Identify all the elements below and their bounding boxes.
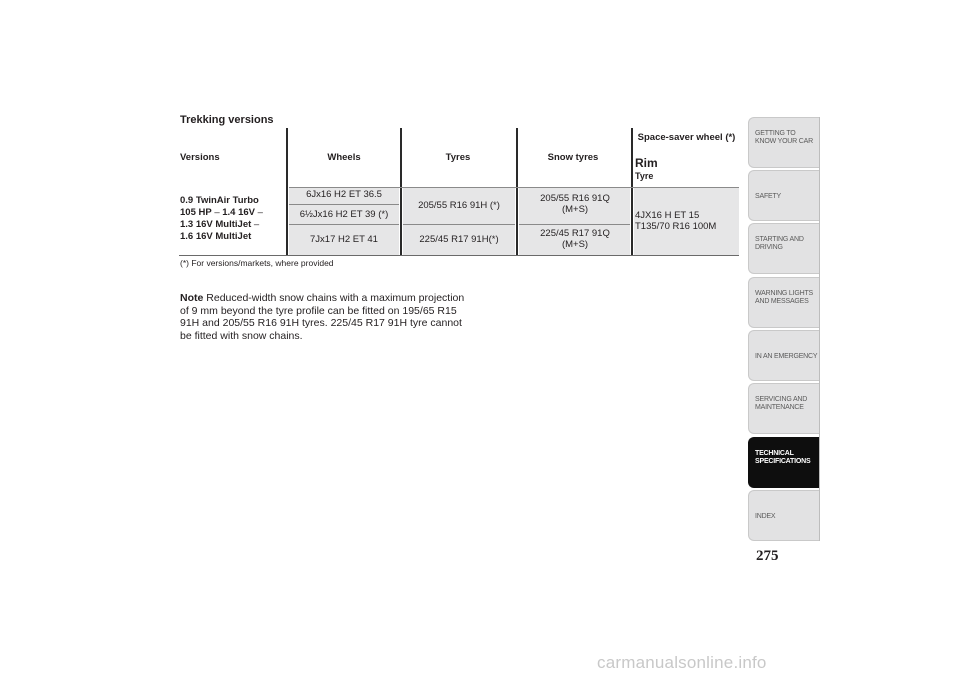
versions-line bbox=[180, 195, 263, 207]
header-wheels: Wheels bbox=[327, 152, 361, 163]
column-separator bbox=[631, 128, 633, 256]
header-tyre: Tyre bbox=[635, 171, 654, 181]
tab-label: STARTING AND DRIVING bbox=[755, 236, 804, 251]
tab-safety[interactable] bbox=[748, 170, 819, 221]
versions-line bbox=[180, 207, 263, 219]
wheel-value: 6½Jx16 H2 ET 39 (*) bbox=[299, 209, 389, 220]
tab-label: SERVICING AND MAINTENANCE bbox=[755, 396, 808, 411]
tabs-edge-rule bbox=[819, 117, 820, 541]
footnote: (*) For versions/markets, where provided bbox=[180, 258, 334, 268]
header-rim: Rim bbox=[635, 156, 658, 170]
section-title: Trekking versions bbox=[180, 114, 274, 126]
version-bold: 105 HP bbox=[180, 207, 212, 218]
row-rule bbox=[289, 224, 399, 225]
header-spacesaver: Space-saver wheel (*) bbox=[637, 132, 736, 143]
tab-label: IN AN EMERGENCY bbox=[755, 353, 818, 360]
tab-servicing[interactable] bbox=[748, 383, 819, 434]
snow-tyre-value: 205/55 R16 91Q (M+S) bbox=[540, 193, 610, 215]
row-rule bbox=[519, 224, 630, 225]
tab-label: WARNING LIGHTS AND MESSAGES bbox=[755, 290, 813, 305]
tab-emergency[interactable] bbox=[748, 330, 819, 381]
spacesaver-rim-value: 4JX16 H ET 15 bbox=[635, 210, 700, 221]
column-separator bbox=[400, 128, 402, 256]
row-rule bbox=[289, 204, 399, 205]
tyre-value: 225/45 R17 91H(*) bbox=[419, 234, 499, 245]
tab-label: INDEX bbox=[755, 513, 776, 520]
version-sep: – bbox=[255, 207, 263, 218]
version-bold: 1.6 16V MultiJet bbox=[180, 231, 252, 242]
note-text: Reduced-width snow chains with a maximum projection of 9 mm beyond the tyre profile can be fitted on 195/65 R15 91H and 205/55 R16 91H tyres. 225/45 R17 91H tyre cannot be fitted with snow chains. bbox=[180, 292, 465, 342]
versions-line bbox=[180, 231, 263, 243]
page-number: 275 bbox=[756, 548, 779, 564]
specs-table bbox=[179, 128, 739, 256]
tab-technical-specs[interactable] bbox=[748, 437, 819, 488]
version-bold: 1.3 16V MultiJet bbox=[180, 219, 252, 230]
tab-starting-driving[interactable] bbox=[748, 223, 819, 274]
tab-label: SAFETY bbox=[755, 193, 782, 200]
table-bottom-rule bbox=[179, 255, 739, 256]
note-paragraph bbox=[180, 292, 465, 342]
header-snow-tyres: Snow tyres bbox=[547, 152, 599, 163]
watermark-text: carmanualsonline.info bbox=[597, 653, 767, 672]
snow-tyre-value: 225/45 R17 91Q (M+S) bbox=[540, 228, 610, 250]
versions-cell bbox=[180, 195, 263, 243]
tab-index[interactable] bbox=[748, 490, 819, 541]
header-rule bbox=[289, 187, 739, 188]
versions-line bbox=[180, 219, 263, 231]
row-rule bbox=[403, 224, 515, 225]
tab-warning-lights[interactable] bbox=[748, 277, 819, 328]
column-separator bbox=[286, 128, 288, 256]
wheel-value: 7Jx17 H2 ET 41 bbox=[310, 234, 378, 245]
version-bold: 1.4 16V bbox=[222, 207, 255, 218]
note-label: Note bbox=[180, 292, 204, 304]
header-tyres: Tyres bbox=[445, 152, 471, 163]
header-versions: Versions bbox=[180, 152, 220, 163]
tab-label: GETTING TO KNOW YOUR CAR bbox=[755, 130, 813, 145]
column-separator bbox=[516, 128, 518, 256]
spacesaver-tyre-value: T135/70 R16 100M bbox=[635, 221, 717, 232]
version-sep: – bbox=[251, 219, 260, 230]
version-bold: 0.9 TwinAir Turbo bbox=[180, 195, 259, 206]
tab-label: TECHNICAL SPECIFICATIONS bbox=[755, 450, 811, 465]
version-sep: – bbox=[211, 207, 223, 218]
tab-getting-to-know[interactable] bbox=[748, 117, 819, 168]
wheel-value: 6Jx16 H2 ET 36.5 bbox=[306, 189, 382, 200]
tyre-value: 205/55 R16 91H (*) bbox=[418, 200, 500, 211]
